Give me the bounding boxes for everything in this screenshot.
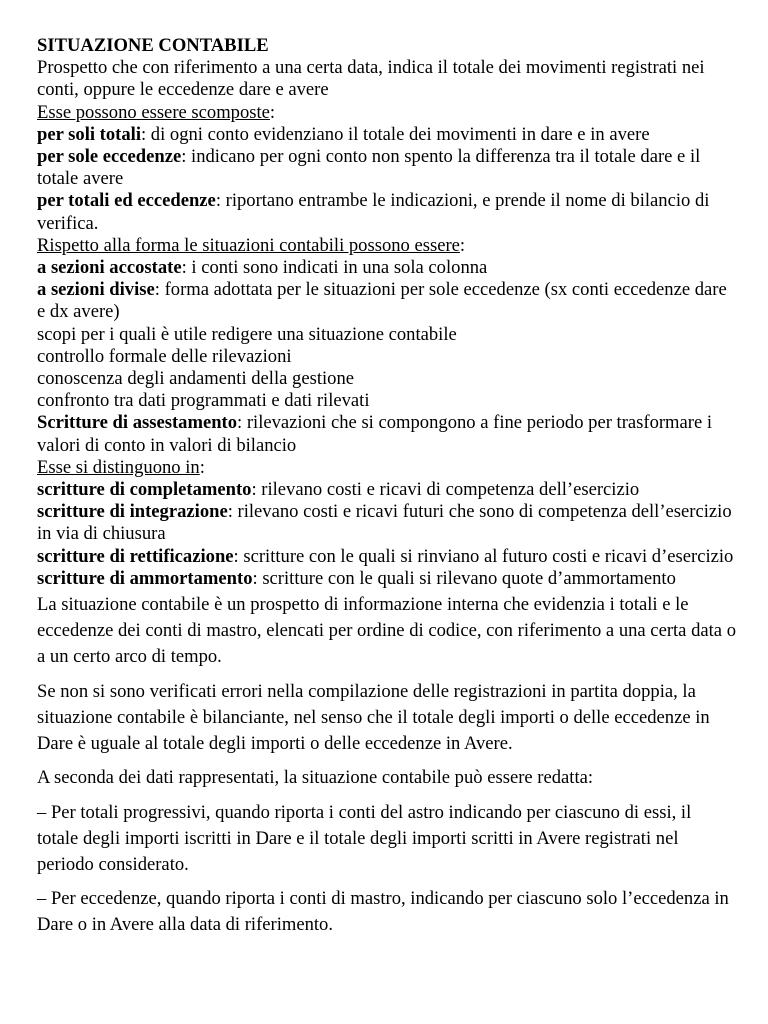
- definition-item: a sezioni accostate: i conti sono indicati in una sola colonna: [37, 257, 488, 279]
- body-paragraph: La situazione contabile è un prospetto di informazione interna che evidenzia i totali e le eccedenze dei conti di mastro, elencati per ordine di codice, con riferimento a una certa data o a un certo arco di tempo.: [37, 594, 736, 668]
- section-heading-scomposte: Esse possono essere scomposte:: [37, 101, 276, 123]
- scopi-line: conoscenza degli andamenti della gestione: [37, 368, 355, 390]
- definition-item: per soli totali: di ogni conto evidenziano il totale dei movimenti in dare e in avere: [37, 123, 650, 145]
- body-paragraph: A seconda dei dati rappresentati, la situazione contabile può essere redatta:: [37, 767, 594, 789]
- definition-item: per totali ed eccedenze: riportano entrambe le indicazioni, e prende il nome di bilancio di verifica.: [37, 190, 710, 234]
- definition-item: scritture di completamento: rilevano costi e ricavi di competenza dell’esercizio: [37, 479, 640, 501]
- body-paragraph: – Per eccedenze, quando riporta i conti di mastro, indicando per ciascuno solo l’eccedenza in Dare o in Avere alla data di riferimento.: [37, 888, 729, 936]
- scopi-line: scopi per i quali è utile redigere una situazione contabile: [37, 323, 457, 345]
- definition-item: scritture di integrazione: rilevano costi e ricavi futuri che sono di competenza dell’esercizio in via di chiusura: [37, 501, 732, 545]
- body-paragraphs: [37, 592, 737, 938]
- definition-item: scritture di ammortamento: scritture con le quali si rilevano quote d’ammortamento: [37, 567, 676, 589]
- assestamento-definition: Scritture di assestamento: rilevazioni che si compongono a fine periodo per trasformare i valori di conto in valori di bilancio: [37, 412, 713, 456]
- document-page: [37, 35, 737, 947]
- section-heading-forma: Rispetto alla forma le situazioni contabili possono essere:: [37, 234, 466, 256]
- body-paragraph: – Per totali progressivi, quando riporta i conti del astro indicando per ciascuno di essi, il totale degli importi iscritti in Dare e il totale degli importi scritti in Avere registrati nel periodo considerato.: [37, 801, 692, 875]
- intro-text: Prospetto che con riferimento a una certa data, indica il totale dei movimenti registrati nei conti, oppure le eccedenze dare e avere: [37, 57, 705, 101]
- body-paragraph: Se non si sono verificati errori nella compilazione delle registrazioni in partita doppia, la situazione contabile è bilanciante, nel senso che il totale degli importi o delle eccedenze in Dare è uguale al totale degli importi o delle eccedenze in Avere.: [37, 680, 710, 755]
- section-heading-distinguono: Esse si distinguono in:: [37, 456, 205, 478]
- scopi-line: controllo formale delle rilevazioni: [37, 345, 292, 367]
- definition-item: per sole eccedenze: indicano per ogni conto non spento la differenza tra il totale dare e il totale avere: [37, 146, 701, 190]
- document-title: SITUAZIONE CONTABILE: [37, 35, 269, 56]
- definition-item: scritture di rettificazione: scritture con le quali si rinviano al futuro costi e ricavi d’esercizio: [37, 545, 734, 567]
- scopi-line: confronto tra dati programmati e dati rilevati: [37, 390, 370, 412]
- notes-block: [37, 35, 737, 590]
- definition-item: a sezioni divise: forma adottata per le situazioni per sole eccedenze (sx conti eccedenze dare e dx avere): [37, 279, 727, 323]
